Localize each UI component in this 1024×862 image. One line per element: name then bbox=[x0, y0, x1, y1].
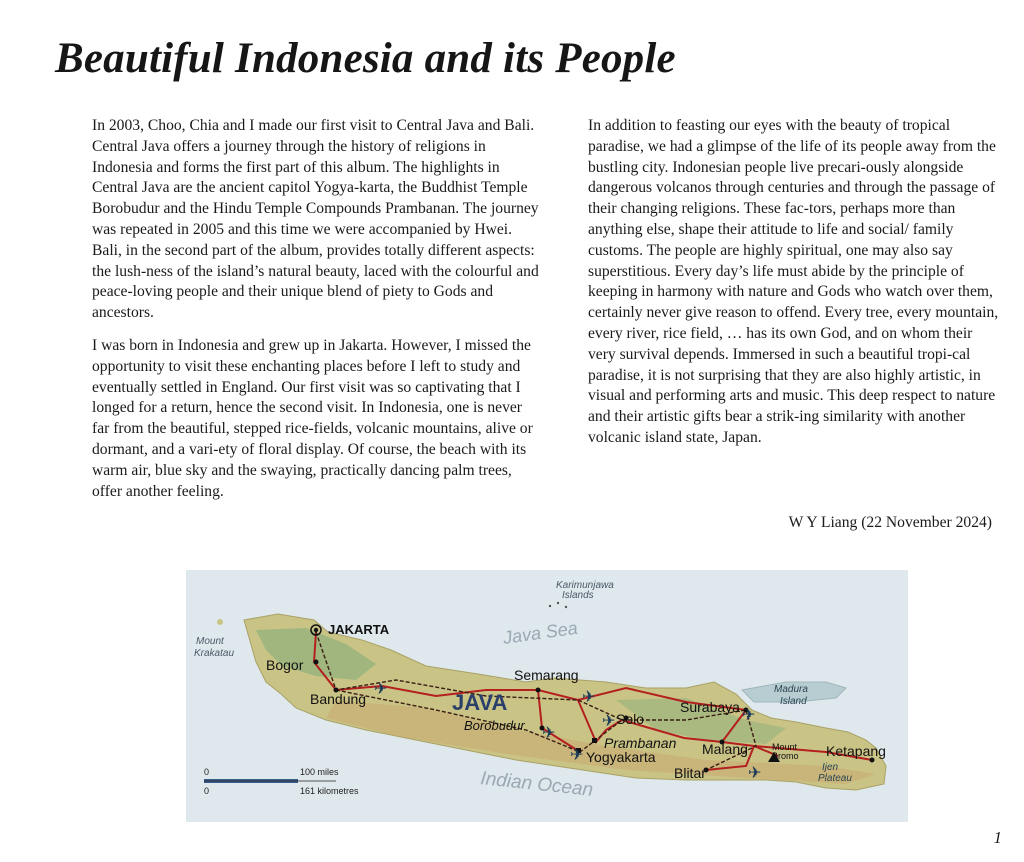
svg-text:✈: ✈ bbox=[748, 765, 762, 782]
left-column bbox=[92, 116, 542, 514]
svg-text:161 kilometres: 161 kilometres bbox=[300, 786, 359, 796]
madura-label: Island bbox=[780, 696, 807, 707]
karimunjawa-label: Islands bbox=[562, 590, 594, 601]
city-label-yogyakarta: Yogyakarta bbox=[586, 749, 656, 765]
city-label-blitar: Blitar bbox=[674, 765, 706, 781]
krakatau-label: Krakatau bbox=[194, 648, 235, 659]
city-label-prambanan: Prambanan bbox=[604, 735, 677, 751]
page-title: Beautiful Indonesia and its People bbox=[55, 35, 676, 82]
svg-text:0: 0 bbox=[204, 767, 210, 777]
island-label: JAVA bbox=[452, 690, 508, 715]
right-column bbox=[588, 116, 1002, 461]
city-label-semarang: Semarang bbox=[514, 667, 579, 683]
paragraph: I was born in Indonesia and grew up in Jakarta. However, I missed the opportunity to visit these enchanting places before I left to study and eventually settled in England. Our first visit was so captivating that I longed for a return, hence the second visit. In Indonesia, one is never far from the beautiful, stepped rice-fields, volcanic mountains, alive or dormant, and a vari-ety of floral display. Of course, the beach with its warm air, blue sky and the swaying, practically dancing palm trees, offer another feeling. bbox=[92, 336, 533, 500]
svg-text:100 miles: 100 miles bbox=[300, 767, 339, 777]
city-label-ketapang: Ketapang bbox=[826, 743, 886, 759]
krakatau-label: Mount bbox=[196, 636, 224, 647]
paragraph: In 2003, Choo, Chia and I made our first visit to Central Java and Bali. Central Java offers a journey through the history of religions in Indonesia and forms the first part of this album. The highlights in Central Java are the ancient capitol Yogya-karta, the Buddhist Temple Borobudur and the Hindu Temple Compounds Prambanan. The journey was repeated in 2005 and this time we were accompanied by Hwei. Bali, in the second part of the album, provides totally different aspects: the lush-ness of the island’s natural beauty, laced with the colourful and peace-loving people and their unique blend of piety to Gods and ancestors. bbox=[92, 117, 539, 322]
svg-text:✈: ✈ bbox=[602, 713, 616, 730]
madura-label: Madura bbox=[774, 684, 808, 695]
ijen-label: Ijen bbox=[822, 762, 839, 773]
karimunjawa-label: Karimunjawa bbox=[556, 580, 614, 591]
bromo-label: Mount bbox=[772, 742, 798, 752]
city-label-jakarta: JAKARTA bbox=[328, 622, 390, 637]
svg-text:✈: ✈ bbox=[570, 747, 584, 764]
svg-text:✈: ✈ bbox=[542, 725, 556, 742]
java-map bbox=[186, 570, 908, 822]
svg-text:✈: ✈ bbox=[742, 707, 756, 724]
java-sea-label: Java Sea bbox=[501, 617, 579, 648]
svg-text:✈: ✈ bbox=[582, 689, 596, 706]
ijen-label: Plateau bbox=[818, 773, 852, 784]
city-label-malang: Malang bbox=[702, 741, 748, 757]
city-label-bandung: Bandung bbox=[310, 691, 367, 707]
page-number: 1 bbox=[993, 828, 1002, 847]
krakatau-islet bbox=[217, 619, 223, 625]
author-signature: W Y Liang (22 November 2024) bbox=[788, 514, 992, 531]
city-label-surabaya: Surabaya bbox=[680, 699, 740, 715]
svg-text:0: 0 bbox=[204, 786, 210, 796]
city-label-borobudur: Borobudur bbox=[464, 718, 525, 733]
svg-text:✈: ✈ bbox=[374, 681, 388, 698]
paragraph: In addition to feasting our eyes with the beauty of tropical paradise, we had a glimpse of the life of its people away from the bustling city. Indonesian people live precari-ously alongside dangerous volcanos through centuries and through the passage of their changing religions. These fac-tors, perhaps more than anything else, shape their attitude to life and social/ family customs. The people are highly spiritual, one may also say superstitious. Every day’s life must abide by the principle of keeping in harmony with nature and Gods who watch over them, certainly never give reason to offend. Every tree, every mountain, every river, rice field, … has its own God, and on whom their very survival depends. Immersed in such a beautiful tropi-cal paradise, it is not surprising that they are also highly artistic, in visual and performing arts and music. This deep respect to nature and their artistic gifts bear a strik-ing similarity with another volcanic island state, Japan. bbox=[588, 117, 999, 446]
map-graphic bbox=[186, 570, 908, 822]
city-label-solo: Solo bbox=[616, 711, 645, 727]
indian-ocean-label: Indian Ocean bbox=[479, 768, 595, 801]
city-label-bogor: Bogor bbox=[266, 657, 304, 673]
bromo-label: Bromo bbox=[772, 751, 799, 761]
